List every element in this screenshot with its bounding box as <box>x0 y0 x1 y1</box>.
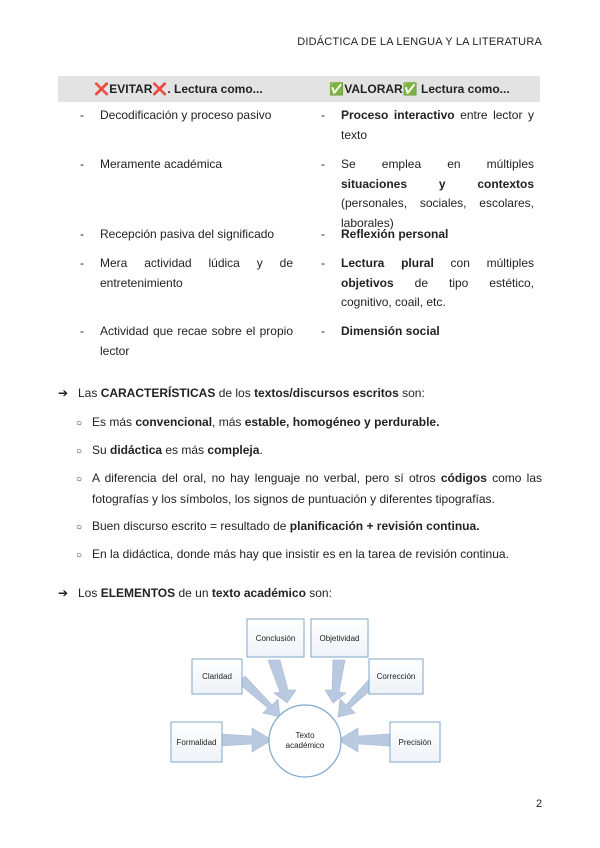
cell-valorar: Reflexión personal <box>341 227 449 241</box>
col-header-valorar: ✅VALORAR✅ Lectura como... <box>329 82 510 96</box>
list-item: ○ Su didáctica es más compleja. <box>76 440 542 462</box>
cell-valorar: Proceso interactivo entre lector y texto <box>341 108 534 142</box>
arrow-shape <box>338 728 390 752</box>
arrow-bullet-icon: ➔ <box>58 586 69 600</box>
circle-bullet-icon: ○ <box>76 550 83 561</box>
cell-evitar: Mera actividad lúdica y de entretenimiento <box>100 256 293 290</box>
arrow-shape <box>220 728 272 752</box>
cell-valorar: Se emplea en múltiples situaciones y contextos (personales, sociales, escolares, laborales) <box>341 157 534 230</box>
list-item: ○ En la didáctica, donde más hay que insistir es en la tarea de revisión continua. <box>76 544 542 566</box>
arrow-shape <box>268 660 296 703</box>
circle-bullet-icon: ○ <box>76 418 83 429</box>
cell-evitar: Decodificación y proceso pasivo <box>100 108 272 122</box>
center-node-label: Texto <box>295 731 315 740</box>
table-row: - Recepción pasiva del significado - Reflexión personal <box>58 225 540 254</box>
circle-bullet-icon: ○ <box>76 446 83 457</box>
center-node-label: académico <box>285 741 325 750</box>
cell-evitar: Actividad que recae sobre el propio lector <box>100 324 293 358</box>
node-label-formalidad: Formalidad <box>176 738 217 747</box>
check-mark-icon: ✅ <box>329 82 345 96</box>
node-label-conclusion: Conclusión <box>255 634 296 643</box>
table-row: - Actividad que recae sobre el propio lector - Dimensión social <box>58 322 540 366</box>
list-item: ○ Es más convencional, más estable, homogéneo y perdurable. <box>76 412 542 434</box>
node-label-correccion: Corrección <box>376 672 416 681</box>
circle-bullet-icon: ○ <box>76 522 83 533</box>
cell-evitar: Recepción pasiva del significado <box>100 227 275 241</box>
cell-evitar: Meramente académica <box>100 157 223 171</box>
arrow-shape <box>325 660 346 703</box>
running-header: DIDÁCTICA DE LA LENGUA Y LA LITERATURA <box>297 36 542 48</box>
check-mark-icon: ✅ <box>402 82 418 96</box>
table-row: - Mera actividad lúdica y de entretenimiento - Lectura plural con múltiples objetivos de tipo estético, cognitivo, coail, etc. <box>58 254 540 322</box>
page-number: 2 <box>536 798 543 810</box>
cell-valorar: Dimensión social <box>341 324 440 338</box>
cell-valorar: Lectura plural con múltiples objetivos de tipo estético, cognitivo, coail, etc. <box>341 256 534 309</box>
arrow-bullet-icon: ➔ <box>58 386 69 400</box>
list-item: ○ A diferencia del oral, no hay lenguaje no verbal, pero sí otros códigos como las fotografías y los símbolos, los signos de puntuación y diferentes tipografías. <box>76 468 542 510</box>
arrow-shape <box>238 676 280 717</box>
circle-bullet-icon: ○ <box>76 474 83 485</box>
node-label-claridad: Claridad <box>202 672 232 681</box>
table-row: - Meramente académica - Se emplea en múltiples situaciones y contextos (personales, sociales, escolares, laborales) <box>80 157 534 230</box>
cross-mark-icon: ❌ <box>94 82 110 96</box>
list-item: ○ Buen discurso escrito = resultado de planificación + revisión continua. <box>76 516 542 538</box>
characteristics-heading: ➔ Las CARACTERÍSTICAS de los textos/discursos escritos son: <box>58 386 425 400</box>
node-label-objetividad: Objetividad <box>319 634 360 643</box>
cross-mark-icon: ❌ <box>152 82 168 96</box>
table-row: - Decodificación y proceso pasivo - Proceso interactivo entre lector y texto <box>58 106 540 151</box>
elements-heading: ➔ Los ELEMENTOS de un texto académico son: <box>58 586 332 600</box>
col-header-evitar: ❌EVITAR❌. Lectura como... <box>94 82 263 96</box>
node-label-precision: Precisión <box>398 738 432 747</box>
